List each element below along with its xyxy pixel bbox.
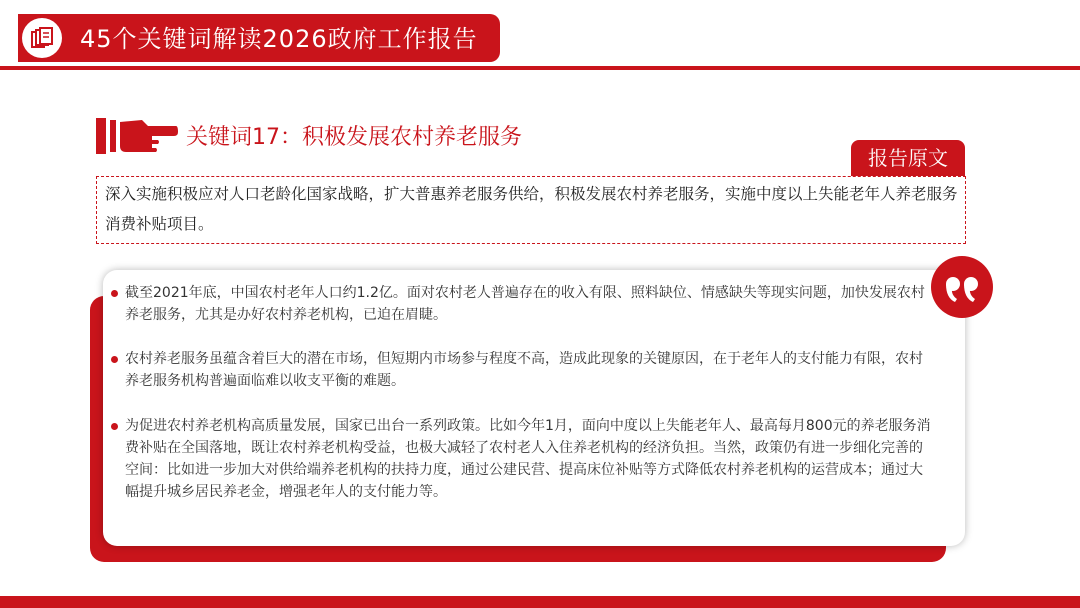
header-divider	[0, 66, 1080, 70]
paragraph-text: 农村养老服务虽蕴含着巨大的潜在市场，但短期内市场参与程度不高，造成此现象的关键原因，在于老年人的支付能力有限，农村养老服务机构普遍面临难以收支平衡的难题。	[125, 351, 923, 389]
bullet-icon	[111, 423, 118, 430]
pointing-hand-icon	[96, 116, 178, 156]
analysis-paragraph	[125, 348, 935, 392]
footer-bar	[0, 596, 1080, 608]
paragraph-text: 截至2021年底，中国农村老年人口约1.2亿。面对农村老人普遍存在的收入有限、照料缺位、情感缺失等现实问题，加快发展农村养老服务，尤其是办好农村养老机构，已迫在眉睫。	[125, 285, 925, 323]
paragraph-text: 为促进农村养老机构高质量发展，国家已出台一系列政策。比如今年1月，面向中度以上失能老年人、最高每月800元的养老服务消费补贴在全国落地，既让农村养老机构受益，也极大减轻了农村老人入住养老机构的经济负担。当然，政策仍有进一步细化完善的空间：比如进一步加大对供给端养老机构的扶持力度，通过公建民营、提高床位补贴等方式降低农村养老机构的运营成本；通过大幅提升城乡居民养老金，增强老年人的支付能力等。	[125, 418, 931, 500]
analysis-card	[103, 270, 965, 546]
bullet-icon	[111, 356, 118, 363]
analysis-paragraph	[125, 415, 935, 503]
book-stack-icon	[22, 18, 62, 58]
quote-mark-icon	[931, 256, 993, 318]
report-quote-box	[96, 176, 966, 244]
report-original-tag: 报告原文	[851, 140, 965, 176]
analysis-paragraph	[125, 282, 935, 326]
page-title: 45个关键词解读2026政府工作报告	[80, 25, 478, 53]
bullet-icon	[111, 290, 118, 297]
keyword-title: 关键词17：积极发展农村养老服务	[186, 125, 522, 150]
report-quote-text: 深入实施积极应对人口老龄化国家战略，扩大普惠养老服务供给，积极发展农村养老服务，实施中度以上失能老年人养老服务消费补贴项目。	[105, 185, 958, 233]
